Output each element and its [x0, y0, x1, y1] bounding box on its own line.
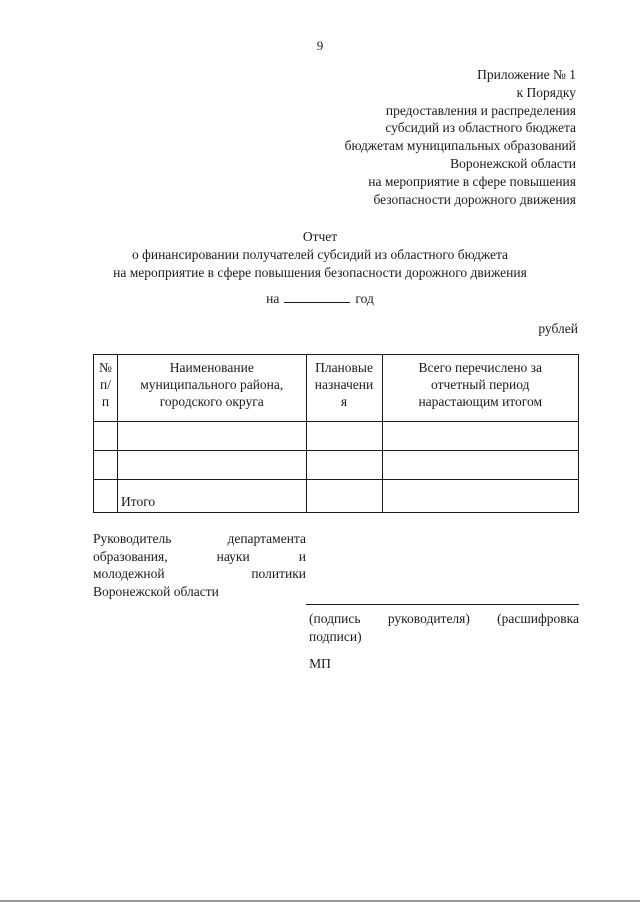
header-municipality [117, 355, 306, 422]
header-text: отчетный период [431, 377, 530, 392]
signature-caption [309, 610, 579, 645]
signatory-word: департамента [227, 531, 306, 546]
signatory-line: Воронежской области [93, 583, 219, 599]
appendix-line: к Порядку [516, 84, 576, 100]
signature-caption-line: подписи) [309, 628, 362, 644]
signatory-word: Руководитель [93, 531, 172, 546]
appendix-header [345, 66, 576, 208]
appendix-line: безопасности дорожного движения [373, 191, 576, 207]
header-text: Всего перечислено за [418, 360, 542, 375]
table-cell[interactable] [306, 480, 382, 513]
header-text: городского округа [159, 394, 264, 409]
table-total-row [94, 480, 579, 513]
period-blank-field[interactable] [284, 290, 350, 303]
table-cell[interactable] [117, 451, 306, 480]
signatory-word: молодежной [93, 566, 165, 581]
appendix-line: на мероприятие в сфере повышения [368, 173, 576, 189]
appendix-line: Приложение № 1 [477, 67, 576, 82]
signatory-word: и [298, 548, 306, 564]
appendix-line: предоставления и распределения [385, 102, 576, 118]
table-cell[interactable] [382, 451, 579, 480]
header-text: назначени [314, 377, 374, 392]
signatory-position [93, 530, 306, 600]
header-text: муниципального района, [140, 377, 284, 392]
signatory-word: политики [251, 566, 306, 581]
header-num [94, 355, 118, 422]
period-suffix: год [355, 291, 374, 306]
signature-caption-line [309, 610, 579, 628]
report-title-line: Отчет [302, 229, 338, 244]
header-text: я [340, 394, 348, 409]
signatory-line [93, 530, 306, 548]
appendix-line: субсидий из областного бюджета [385, 120, 576, 136]
table-cell[interactable] [94, 422, 118, 451]
table-header-row [94, 355, 579, 422]
table-cell[interactable] [382, 422, 579, 451]
header-text: № [99, 360, 112, 375]
signature-line[interactable] [306, 604, 579, 605]
stamp-placeholder: МП [309, 656, 331, 671]
header-transferred-total [382, 355, 579, 422]
signatory-line [93, 565, 306, 583]
caption-word: руководителя) [387, 611, 470, 626]
table-cell[interactable] [117, 422, 306, 451]
signatory-line [93, 548, 306, 566]
report-title [0, 228, 640, 282]
header-text: п/ [99, 377, 111, 392]
header-text: п [101, 394, 110, 409]
table-cell[interactable] [306, 451, 382, 480]
report-period [0, 290, 640, 307]
currency-unit: рублей [538, 321, 578, 336]
appendix-line: Воронежской области [450, 155, 576, 171]
page-number: 9 [316, 38, 324, 53]
table-cell[interactable] [94, 451, 118, 480]
table-cell[interactable] [94, 480, 118, 513]
caption-word: (подпись [309, 611, 361, 626]
header-text: Наименование [169, 360, 254, 375]
table-cell[interactable] [306, 422, 382, 451]
header-text: нарастающим итогом [418, 394, 543, 409]
signatory-word: науки [216, 548, 250, 564]
signatory-word: образования, [93, 548, 168, 564]
table-row [94, 422, 579, 451]
scan-edge-divider [0, 900, 640, 902]
report-title-line: о финансировании получателей субсидий из областного бюджета [131, 247, 509, 262]
table-cell[interactable] [382, 480, 579, 513]
header-text: Плановые [315, 360, 373, 375]
total-label: Итого [117, 480, 306, 513]
report-title-line: на мероприятие в сфере повышения безопасности дорожного движения [113, 265, 527, 280]
appendix-line: бюджетам муниципальных образований [344, 138, 576, 154]
caption-word: (расшифровка [497, 611, 579, 626]
period-prefix: на [266, 291, 280, 306]
table-row [94, 451, 579, 480]
header-planned [306, 355, 382, 422]
report-table [93, 354, 579, 513]
